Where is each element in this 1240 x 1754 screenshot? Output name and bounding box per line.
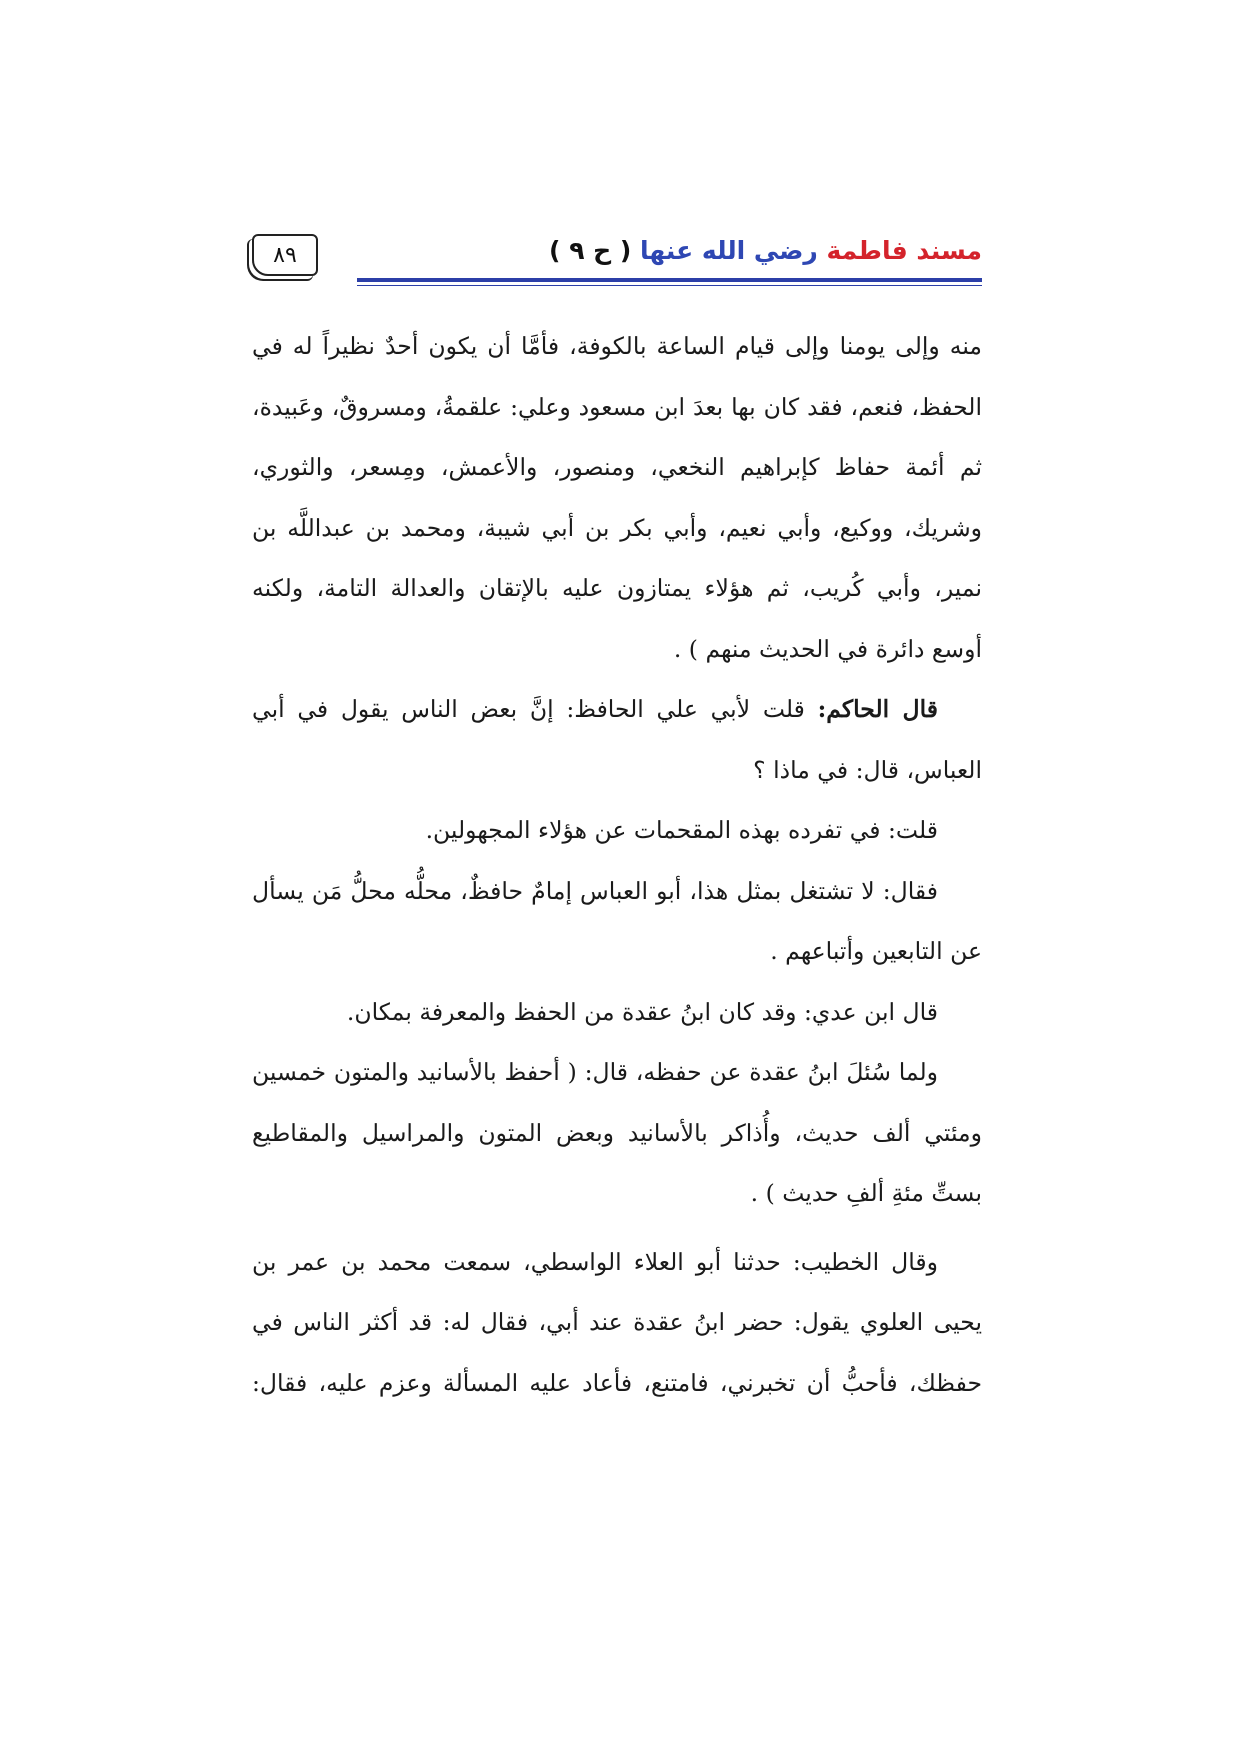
paragraph-line: ومئتي ألف حديث، وأُذاكر بالأسانيد وبعض المتون والمراسيل والمقاطيع [252,1118,982,1147]
paragraph-line: ولما سُئلَ ابنُ عقدة عن حفظه، قال: ( أحفظ بالأسانيد والمتون خمسين [252,1058,938,1086]
paragraph-line: قلت: في تفرده بهذه المقحمات عن هؤلاء المجهولين. [425,816,938,844]
text-line: وشريك، ووكيع، وأبي نعيم، وأبي بكر بن أبي شيبة، ومحمد بن عبداللَّه بن [252,513,982,542]
text-line: الحفظ، فنعم، فقد كان بها بعدَ ابن مسعود وعلي: علقمةُ، ومسروقٌ، وعَبيدة، [252,392,982,421]
page-header [252,232,982,288]
speaker-label: قال الحاكم: [817,695,939,723]
honorific-text: رضي الله عنها [640,236,818,265]
page-number: ٨٩ [273,242,297,268]
paragraph-line [252,679,982,740]
page-number-box [252,234,318,276]
text-line: نمير، وأبي كُريب، ثم هؤلاء يمتازون عليه بالإتقان والعدالة التامة، ولكنه [252,574,982,602]
paragraph-line: قال ابن عدي: وقد كان ابنُ عقدة من الحفظ والمعرفة بمكان. [346,997,938,1026]
text-line: ثم أئمة حفاظ كإبراهيم النخعي، ومنصور، والأعمش، ومِسعر، والثوري، [252,453,982,481]
title-text: مسند فاطمة [826,236,982,265]
body-text [252,316,982,1413]
paragraph-gap [252,1224,982,1232]
paragraph-line: بستِّ مئةِ ألفِ حديث ) . [750,1179,982,1207]
paragraph-line: يحيى العلوي يقول: حضر ابنُ عقدة عند أبي، فقال له: قد أكثر الناس في [252,1308,982,1336]
text-line: أوسع دائرة في الحديث منهم ) . [673,634,982,663]
book-title [549,236,982,265]
header-rule-thick [357,278,982,282]
text-line: منه وإلى يومنا وإلى قيام الساعة بالكوفة، فأمَّا أن يكون أحدٌ نظيراً له في [252,332,982,360]
paragraph-text: قلت لأبي علي الحافظ: إنَّ بعض الناس يقول في أبي [252,695,818,723]
paragraph-line: حفظك، فأحبُّ أن تخبرني، فامتنع، فأعاد عليه المسألة وعزم عليه، فقال: [252,1368,982,1397]
paragraph-line: فقال: لا تشتغل بمثل هذا، أبو العباس إمامٌ حافظٌ، محلُّه محلُّ مَن يسأل [252,876,938,905]
hadith-number: ( ح ٩ ) [549,236,632,265]
paragraph-line: العباس، قال: في ماذا ؟ [753,755,982,784]
header-rule-thin [357,285,982,286]
paragraph-line: وقال الخطيب: حدثنا أبو العلاء الواسطي، سمعت محمد بن عمر بن [252,1247,938,1276]
paragraph-line: عن التابعين وأتباعهم . [770,937,982,965]
